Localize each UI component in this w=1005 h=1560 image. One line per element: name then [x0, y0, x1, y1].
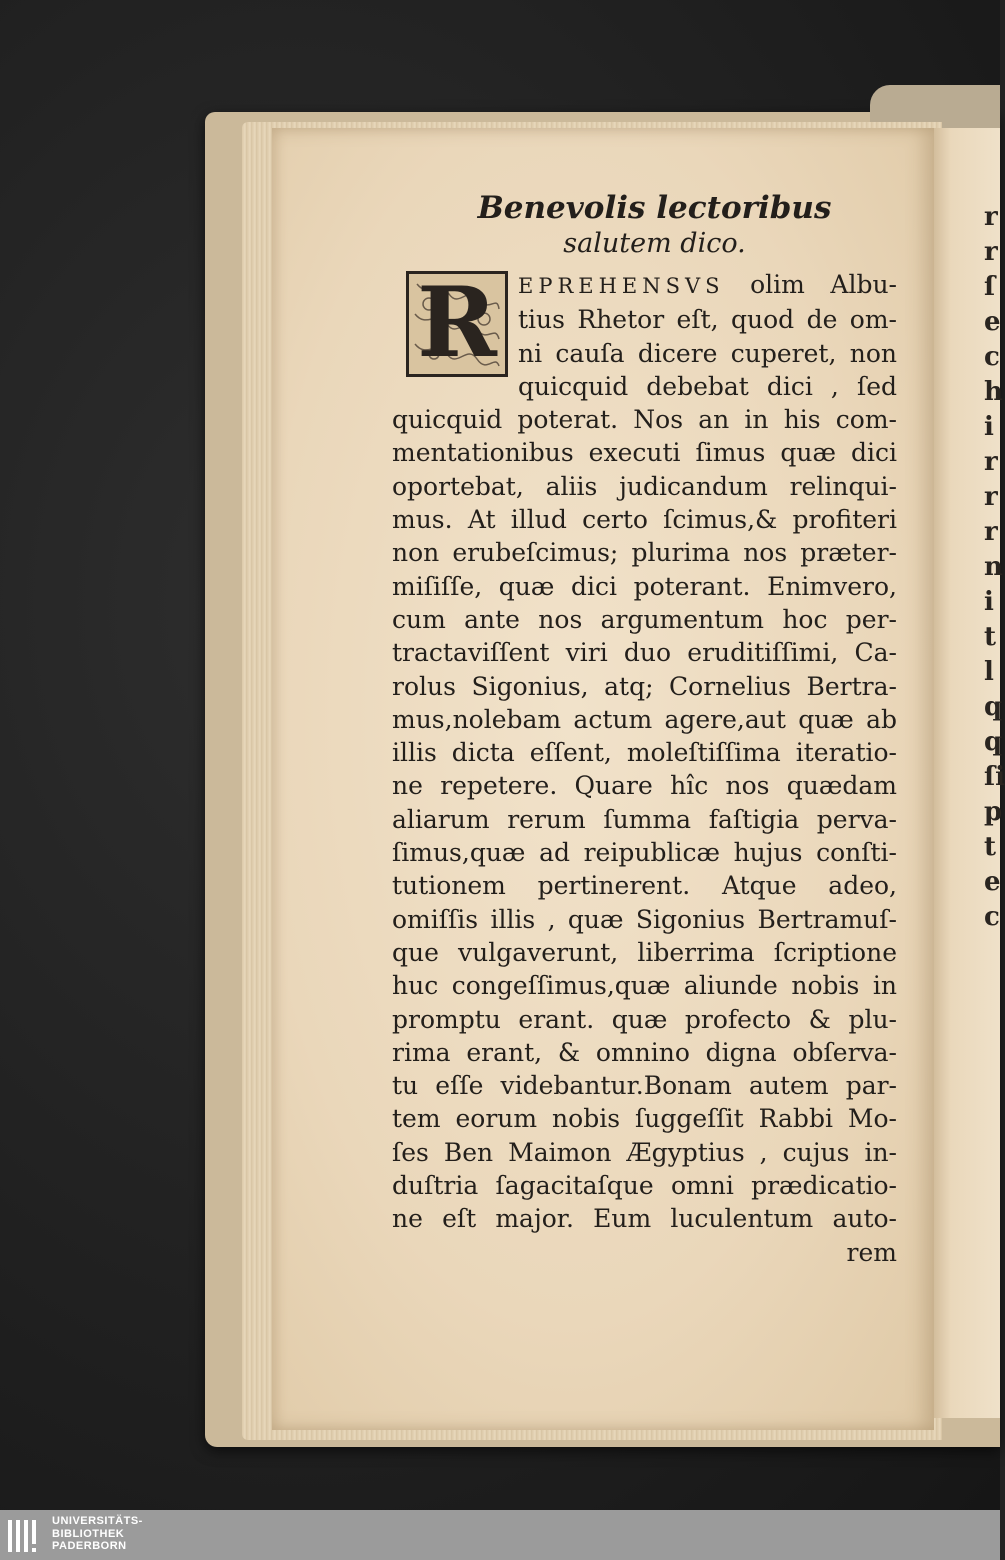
- text-line: quicquid poterat. Nos an in his com-: [392, 405, 897, 435]
- text-line: tractaviſſent viri duo eruditiſſimi, Ca-: [392, 638, 897, 668]
- text-line: rolus Sigonius, atq; Cornelius Bertra-: [392, 671, 897, 701]
- facing-page-letter: q: [984, 692, 1003, 722]
- library-footer: [0, 1510, 1000, 1560]
- facing-page-letter: e: [984, 307, 1001, 337]
- text-line: ne eſt major. Eum luculentum auto-: [392, 1204, 897, 1234]
- text-line: aliarum rerum ſumma faſtigia perva-: [392, 804, 897, 834]
- facing-page-letter: c: [984, 902, 1000, 932]
- text-line: ſimus,quæ ad reipublicæ hujus conſti-: [392, 838, 897, 868]
- text-line: miſiſſe, quæ dici poterant. Enimvero,: [392, 571, 897, 601]
- text-line: tu eſſe videbantur.Bonam autem par-: [392, 1071, 897, 1101]
- text-line: que vulgaverunt, liberrima ſcriptione: [392, 937, 897, 967]
- line-text: ni cauſa dicere cuperet, non: [518, 338, 897, 368]
- facing-page-letter: l: [984, 657, 994, 687]
- library-logo-icon: [6, 1518, 44, 1554]
- library-name-line2: BIBLIOTHEK: [52, 1527, 125, 1540]
- line-text: olim Albu-: [724, 270, 897, 299]
- facing-page-letter: h: [984, 377, 1003, 407]
- facing-page-letter: c: [984, 342, 1000, 372]
- text-line: tem eorum nobis ſuggeſſit Rabbi Mo-: [392, 1104, 897, 1134]
- text-line: tutionem pertinerent. Atque adeo,: [392, 871, 897, 901]
- facing-page-letter: p: [984, 797, 1003, 827]
- body-lines: [392, 403, 897, 1235]
- text-line: cum ante nos argumentum hoc per-: [392, 604, 897, 634]
- library-name: [52, 1515, 143, 1553]
- library-name-line1: UNIVERSITÄTS-: [52, 1515, 143, 1527]
- text-line: mus,nolebam actum agere,aut quæ ab: [392, 704, 897, 734]
- facing-page-letter: e: [984, 867, 1001, 897]
- page-subheading: salutem dico.: [563, 228, 746, 259]
- facing-page-letter: r: [984, 482, 998, 512]
- facing-page-letter: i: [984, 587, 994, 617]
- text-line: non erubeſcimus; plurima nos præter-: [392, 538, 897, 568]
- facing-page-letter: r: [984, 237, 998, 267]
- facing-page-letter: t: [984, 622, 997, 652]
- text-line: illis dicta eſſent, moleſtiſſima iteratio-: [392, 738, 897, 768]
- facing-page-letter: q: [984, 727, 1003, 757]
- facing-page-letter: t: [984, 832, 997, 862]
- text-line: ſes Ben Maimon Ægyptius , cujus in-: [392, 1137, 897, 1167]
- facing-page-letter: r: [984, 447, 998, 477]
- page-text: [392, 190, 897, 1269]
- text-line: promptu erant. quæ profecto & plu-: [392, 1004, 897, 1034]
- page-heading: Benevolis lectoribus: [477, 190, 832, 226]
- text-line: rima erant, & omnino digna obſerva-: [392, 1037, 897, 1067]
- text-line: ne repetere. Quare hîc nos quædam: [392, 771, 897, 801]
- library-name-line3: PADERBORN: [52, 1540, 127, 1552]
- smallcaps-word: EPREHENSVS: [518, 274, 725, 298]
- text-line: omiſſis illis , quæ Sigonius Bertramuſ-: [392, 904, 897, 934]
- line-text: tius Rhetor eſt, quod de om-: [518, 305, 897, 335]
- text-line: huc congeſſimus,quæ aliunde nobis in: [392, 971, 897, 1001]
- dropcap-letter: R: [417, 266, 497, 379]
- catchword: rem: [846, 1237, 897, 1267]
- text-line: mentationibus executi ſimus quæ dici: [392, 438, 897, 468]
- facing-page-letter: r: [984, 202, 998, 232]
- facing-page-letter: i: [984, 412, 994, 442]
- facing-page-letter: ſi: [984, 762, 1005, 792]
- facing-page-letter: ſ: [984, 272, 996, 302]
- text-line: oportebat, aliis judicandum relinqui-: [392, 471, 897, 501]
- facing-page-text-fragment: [984, 200, 1005, 935]
- text-line: duſtria ſagacitaſque omni prædicatio-: [392, 1171, 897, 1201]
- text-line: mus. At illud certo ſcimus,& profiteri: [392, 505, 897, 535]
- facing-page-letter: n: [984, 552, 1003, 582]
- facing-page-letter: r: [984, 517, 998, 547]
- ornamental-initial: [406, 266, 508, 379]
- line-text: quicquid debebat dici , ſed: [518, 371, 897, 401]
